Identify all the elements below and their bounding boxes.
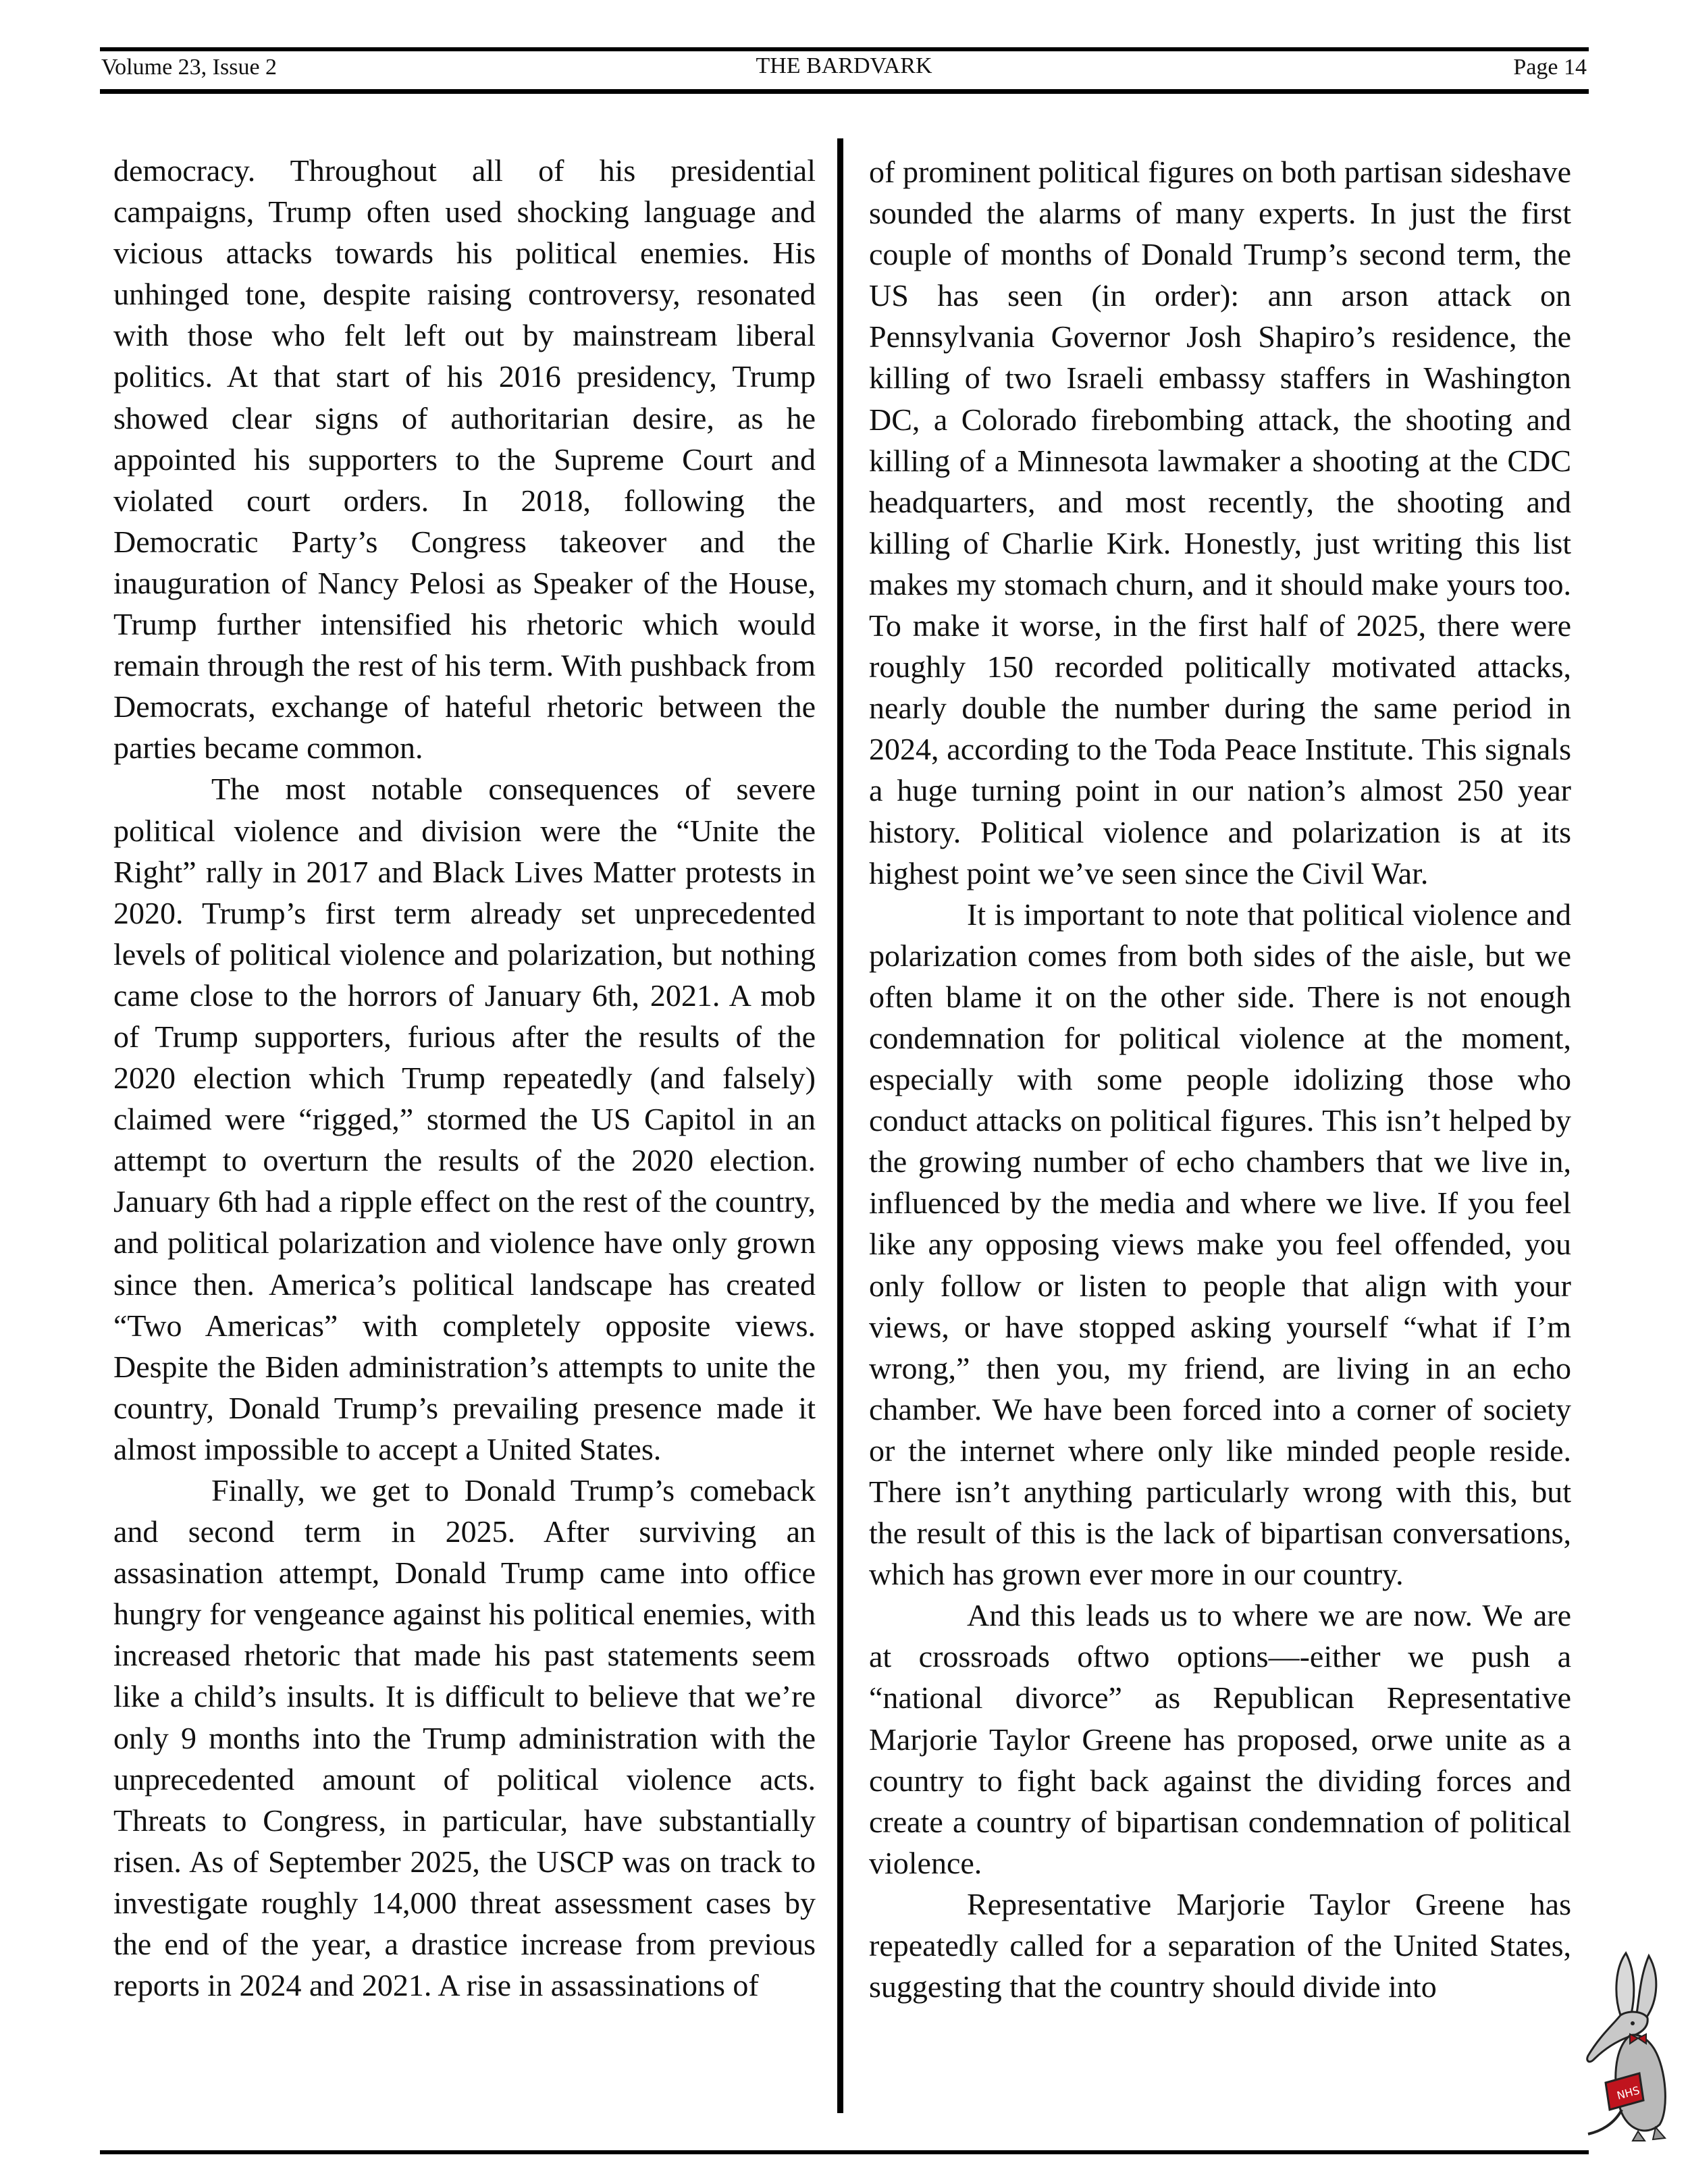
publication-title: THE BARDVARK bbox=[756, 53, 932, 78]
paragraph: democracy. Throughout all of his presidential campaigns, Trump often used shocking language and vicious attacks towards his political enemies. His unhinged tone, despite raising controversy, resonated with those who felt left out by mainstream liberal politics. At that start of his 2016 presidency, Trump showed clear signs of authoritarian desire, as he appointed his supporters to the Supreme Court and violated court orders. In 2018, following the Democratic Party’s Congress takeover and the inauguration of Nancy Pelosi as Speaker of the House, Trump further intensified his rhetoric which would remain through the rest of his term. With pushback from Democrats, exchange of hateful rhetoric between the parties became common. bbox=[113, 153, 816, 766]
left-column bbox=[113, 150, 816, 2094]
mascot-badge-text: NHS bbox=[1615, 2083, 1641, 2102]
footer-rule bbox=[100, 2150, 1589, 2154]
paragraph: Representative Marjorie Taylor Greene has repeatedly called for a separation of the United States, suggesting that the country should divide into bbox=[869, 1886, 1571, 2004]
aardvark-mascot-icon bbox=[1573, 1948, 1674, 2143]
column-divider bbox=[837, 138, 843, 2113]
page-number: Page 14 bbox=[1513, 55, 1587, 80]
paragraph: It is important to note that political violence and polarization comes from both sides of the aisle, but we often blame it on the other side. There is not enough condemnation for political violence at the moment, especially with some people idolizing those who conduct attacks on political figures. This isn’t helped by the growing number of echo chambers that we live in, influenced by the media and where we live. If you feel like any opposing views make you feel offended, you only follow or listen to people that align with your views, or have stopped asking yourself “what if I’m wrong,” then you, my friend, are living in an echo chamber. We have been forced into a corner of society or the internet where only like minded people reside. There isn’t anything particularly wrong with this, but the result of this is the lack of bipartisan conversations, which has grown ever more in our country. bbox=[869, 897, 1571, 1592]
paragraph: of prominent political figures on both partisan sideshave sounded the alarms of many experts. In just the first couple of months of Donald Trump’s second term, the US has seen (in order): ann arson attack on Pennsylvania Governor Josh Shapiro’s residence, the killing of two Israeli embassy staffers in Washington DC, a Colorado firebombing attack, the shooting and killing of a Minnesota lawmaker a shooting at the CDC headquarters, and most recently, the shooting and killing of Charlie Kirk. Honestly, just writing this list makes my stomach churn, and it should make yours too. To make it worse, in the first half of 2025, there were roughly 150 recorded politically motivated attacks, nearly double the number during the same period in 2024, according to the Toda Peace Institute. This signals a huge turning point in our nation’s almost 250 year history. Political violence and polarization is at its highest point we’ve seen since the Civil War. bbox=[869, 155, 1571, 890]
volume-issue: Volume 23, Issue 2 bbox=[101, 55, 278, 80]
right-column bbox=[869, 151, 1571, 2096]
header-bottom-rule bbox=[100, 89, 1589, 94]
paragraph: And this leads us to where we are now. We are at crossroads oftwo options—-either we push a “national divorce” as Republican Representative Marjorie Taylor Greene has proposed, orwe unite as a country to fight back against the dividing forces and create a country of bipartisan condemnation of political violence. bbox=[869, 1598, 1571, 1880]
paragraph: The most notable consequences of severe political violence and division were the “Unite the Right” rally in 2017 and Black Lives Matter protests in 2020. Trump’s first term already set unprecedented levels of political violence and polarization, but nothing came close to the horrors of January 6th, 2021. A mob of Trump supporters, furious after the results of the 2020 election which Trump repeatedly (and falsely) claimed were “rigged,” stormed the US Capitol in an attempt to overturn the results of the 2020 election. January 6th had a ripple effect on the rest of the country, and political polarization and violence have only grown since then. America’s political landscape has created “Two Americas” with completely opposite views. Despite the Biden administration’s attempts to unite the country, Donald Trump’s prevailing presence made it almost impossible to accept a United States. bbox=[113, 772, 816, 1466]
header-top-rule bbox=[100, 47, 1589, 51]
paragraph: Finally, we get to Donald Trump’s comeback and second term in 2025. After surviving an assasination attempt, Donald Trump came into office hungry for vengeance against his political enemies, with increased rhetoric that made his past statements seem like a child’s insults. It is difficult to believe that we’re only 9 months into the Trump administration with the unprecedented amount of political violence acts. Threats to Congress, in particular, have substantially risen. As of September 2025, the USCP was on track to investigate roughly 14,000 threat assessment cases by the end of the year, a drastice increase from previous reports in 2024 and 2021. A rise in assassinations of bbox=[113, 1473, 816, 2003]
